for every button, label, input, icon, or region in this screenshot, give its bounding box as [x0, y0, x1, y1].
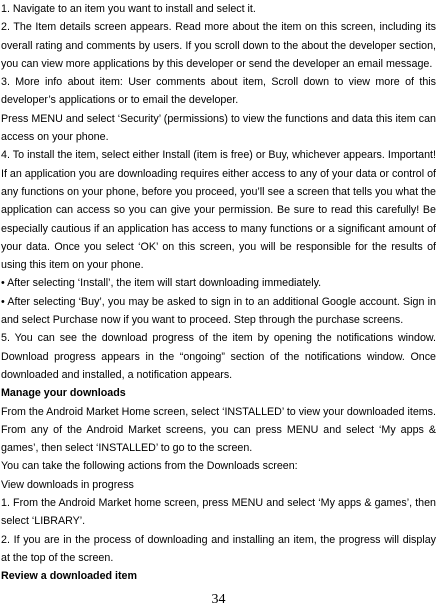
paragraph: 2. The Item details screen appears. Read more about the item on this screen, including its overall rating and comments by users. If you scroll down to the about the developer section, you can view more applications by this developer or send the developer an email message. — [1, 21, 436, 70]
document-body — [1, 0, 436, 586]
paragraph: You can take the following actions from the Downloads screen: — [1, 460, 298, 473]
paragraph: • After selecting ‘Buy’, you may be asked to sign in to an additional Google account. Sign in and select Purchase now if you want to proceed. Step through the purchase screens. — [1, 295, 436, 327]
paragraph: 1. Navigate to an item you want to install and select it. — [1, 3, 256, 15]
paragraph: From the Android Market Home screen, select ‘INSTALLED’ to view your downloaded items. From any of the Android Market screens, you can press MENU and select ‘My apps & games’, then select ‘INSTALLED’ to go to the screen. — [1, 405, 436, 455]
paragraph: 3. More info about item: User comments about item, Scroll down to view more of this developer’s applications or to email the developer. — [1, 76, 436, 107]
section-heading: Manage your downloads — [1, 387, 126, 400]
paragraph: • After selecting ‘Install’, the item will start downloading immediately. — [1, 277, 322, 290]
paragraph: 4. To install the item, select either Install (item is free) or Buy, whichever appears. Important! If an application you are downloading requires either access to any of your data or control of any functions on your phone, before you proceed, you’ll see a screen that tells you what the application can access so you can give your permission. Be sure to read this carefully! Be especially cautious if an application has access to many functions or a significant amount of your data. Once you select ‘OK’ on this screen, you will be responsible for the results of using this item on your phone. — [1, 149, 436, 272]
paragraph: 2. If you are in the process of downloading and installing an item, the progress will display at the top of the screen. — [1, 533, 436, 564]
section-heading: Review a downloaded item — [1, 570, 137, 583]
paragraph: Press MENU and select ‘Security’ (permissions) to view the functions and data this item can access on your phone. — [1, 112, 436, 144]
paragraph: 5. You can see the download progress of the item by opening the notifications window. Download progress appears in the “ongoing” section of the notifications window. Once downloaded and installed, a notification appears. — [1, 332, 436, 381]
paragraph: 1. From the Android Market home screen, press MENU and select ‘My apps & games’, then select ‘LIBRARY’. — [1, 497, 436, 528]
paragraph: View downloads in progress — [1, 478, 134, 491]
page-number: 34 — [211, 592, 226, 607]
